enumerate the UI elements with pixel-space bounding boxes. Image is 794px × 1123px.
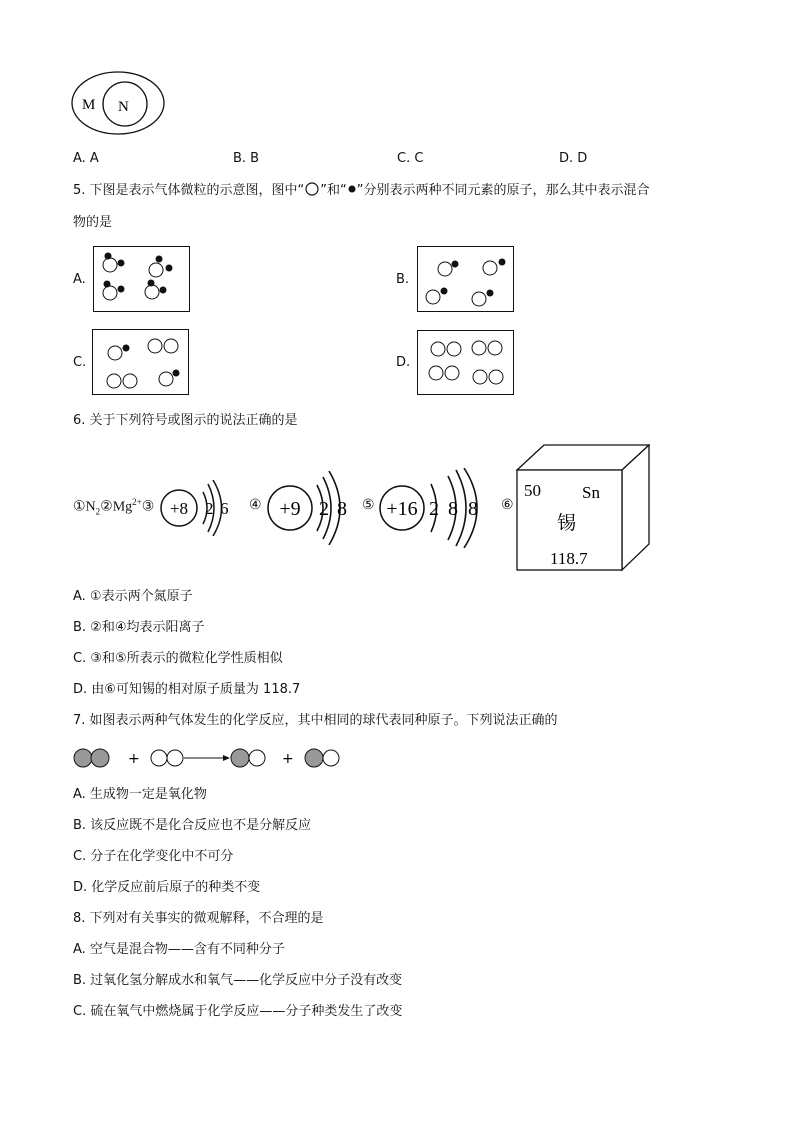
symbol-n2-subscript: 2 bbox=[95, 506, 101, 517]
q5-stem-part2: ”和“ bbox=[320, 183, 347, 198]
open-circle-icon bbox=[304, 182, 320, 196]
atom-structure-5 bbox=[378, 468, 496, 548]
q7-reaction-diagram bbox=[72, 745, 352, 771]
q7-option-d[interactable]: D. 化学反应前后原子的种类不变 bbox=[73, 880, 261, 895]
q7-option-b[interactable]: B. 该反应既不是化合反应也不是分解反应 bbox=[73, 818, 312, 833]
q7-arrow-head bbox=[223, 755, 230, 761]
q6-symbols bbox=[73, 497, 154, 516]
q4-option-a[interactable]: A. A bbox=[73, 151, 99, 166]
q5-stem-line2: 物的是 bbox=[73, 215, 113, 230]
atom-structure-3 bbox=[158, 480, 238, 536]
marker-5: ⑤ bbox=[362, 498, 375, 513]
q6-option-b[interactable]: B. ②和④均表示阳离子 bbox=[73, 620, 205, 635]
q4-option-c[interactable]: C. C bbox=[397, 151, 424, 166]
marker-6: ⑥ bbox=[501, 498, 514, 513]
q4-option-d[interactable]: D. D bbox=[559, 151, 588, 166]
q8-option-c[interactable]: C. 硫在氧气中燃烧属于化学反应——分子种类发生了改变 bbox=[73, 1004, 403, 1019]
symbol-mg-charge: 2+ bbox=[132, 497, 142, 507]
q8-option-a[interactable]: A. 空气是混合物——含有不同种分子 bbox=[73, 942, 285, 957]
atom4-shell-2: 8 bbox=[337, 498, 347, 520]
marker-4: ④ bbox=[249, 498, 262, 513]
q5-label-a[interactable]: A. bbox=[73, 272, 86, 287]
venn-diagram bbox=[70, 70, 170, 136]
atom3-shell-2: 6 bbox=[220, 499, 229, 518]
atom3-shell-1: 2 bbox=[205, 499, 214, 518]
atom5-shell-1: 2 bbox=[429, 498, 439, 520]
q5-stem-part3: ”分别表示两种不同元素的原子，那么其中表示混合 bbox=[356, 183, 650, 198]
q5-stem-part1: 5. 下图是表示气体微粒的示意图，图中“ bbox=[73, 183, 305, 198]
filled-dot-icon bbox=[347, 182, 357, 196]
element-card-tin bbox=[516, 444, 650, 572]
q7-stem: 7. 如图表示两种气体发生的化学反应，其中相同的球代表同种原子。下列说法正确的 bbox=[73, 713, 558, 728]
q5-label-d[interactable]: D. bbox=[396, 355, 411, 370]
atom5-shell-2: 8 bbox=[448, 498, 458, 520]
atom5-shell-3: 8 bbox=[468, 498, 478, 520]
venn-label-m: M bbox=[82, 97, 96, 113]
symbol-mg: ②Mg bbox=[100, 499, 133, 515]
symbol-n2: ①N bbox=[73, 499, 96, 515]
marker-3: ③ bbox=[141, 499, 155, 515]
atom3-nucleus: +8 bbox=[169, 499, 189, 518]
q5-label-b[interactable]: B. bbox=[396, 272, 410, 287]
q6-option-a[interactable]: A. ①表示两个氮原子 bbox=[73, 589, 193, 604]
q8-stem: 8. 下列对有关事实的微观解释，不合理的是 bbox=[73, 911, 324, 926]
element-atomic-mass: 118.7 bbox=[550, 549, 588, 568]
q8-option-b[interactable]: B. 过氧化氢分解成水和氧气——化学反应中分子没有改变 bbox=[73, 973, 403, 988]
atom4-shell-1: 2 bbox=[319, 498, 329, 520]
q6-option-d[interactable]: D. 由⑥可知锡的相对原子质量为 118.7 bbox=[73, 682, 301, 697]
element-name: 锡 bbox=[557, 512, 577, 534]
q6-option-c[interactable]: C. ③和⑤所表示的微粒化学性质相似 bbox=[73, 651, 283, 666]
element-atomic-number: 50 bbox=[524, 481, 541, 500]
q5-stem bbox=[73, 182, 650, 200]
q7-option-c[interactable]: C. 分子在化学变化中不可分 bbox=[73, 849, 234, 864]
q5-figure-b[interactable] bbox=[417, 246, 514, 312]
q5-label-c[interactable]: C. bbox=[73, 355, 87, 370]
venn-label-n: N bbox=[118, 99, 129, 115]
q7-plus-1: + bbox=[128, 751, 140, 767]
atom4-nucleus: +9 bbox=[279, 498, 301, 520]
q7-option-a[interactable]: A. 生成物一定是氧化物 bbox=[73, 787, 207, 802]
q5-figure-c[interactable] bbox=[92, 329, 189, 395]
q5-figure-a[interactable] bbox=[93, 246, 190, 312]
q7-plus-2: + bbox=[282, 751, 294, 767]
q6-stem: 6. 关于下列符号或图示的说法正确的是 bbox=[73, 413, 298, 428]
atom-structure-4 bbox=[265, 471, 357, 545]
atom5-nucleus: +16 bbox=[386, 498, 418, 520]
element-symbol: Sn bbox=[582, 483, 600, 502]
q5-figure-d[interactable] bbox=[417, 330, 514, 395]
q4-option-b[interactable]: B. B bbox=[233, 151, 260, 166]
